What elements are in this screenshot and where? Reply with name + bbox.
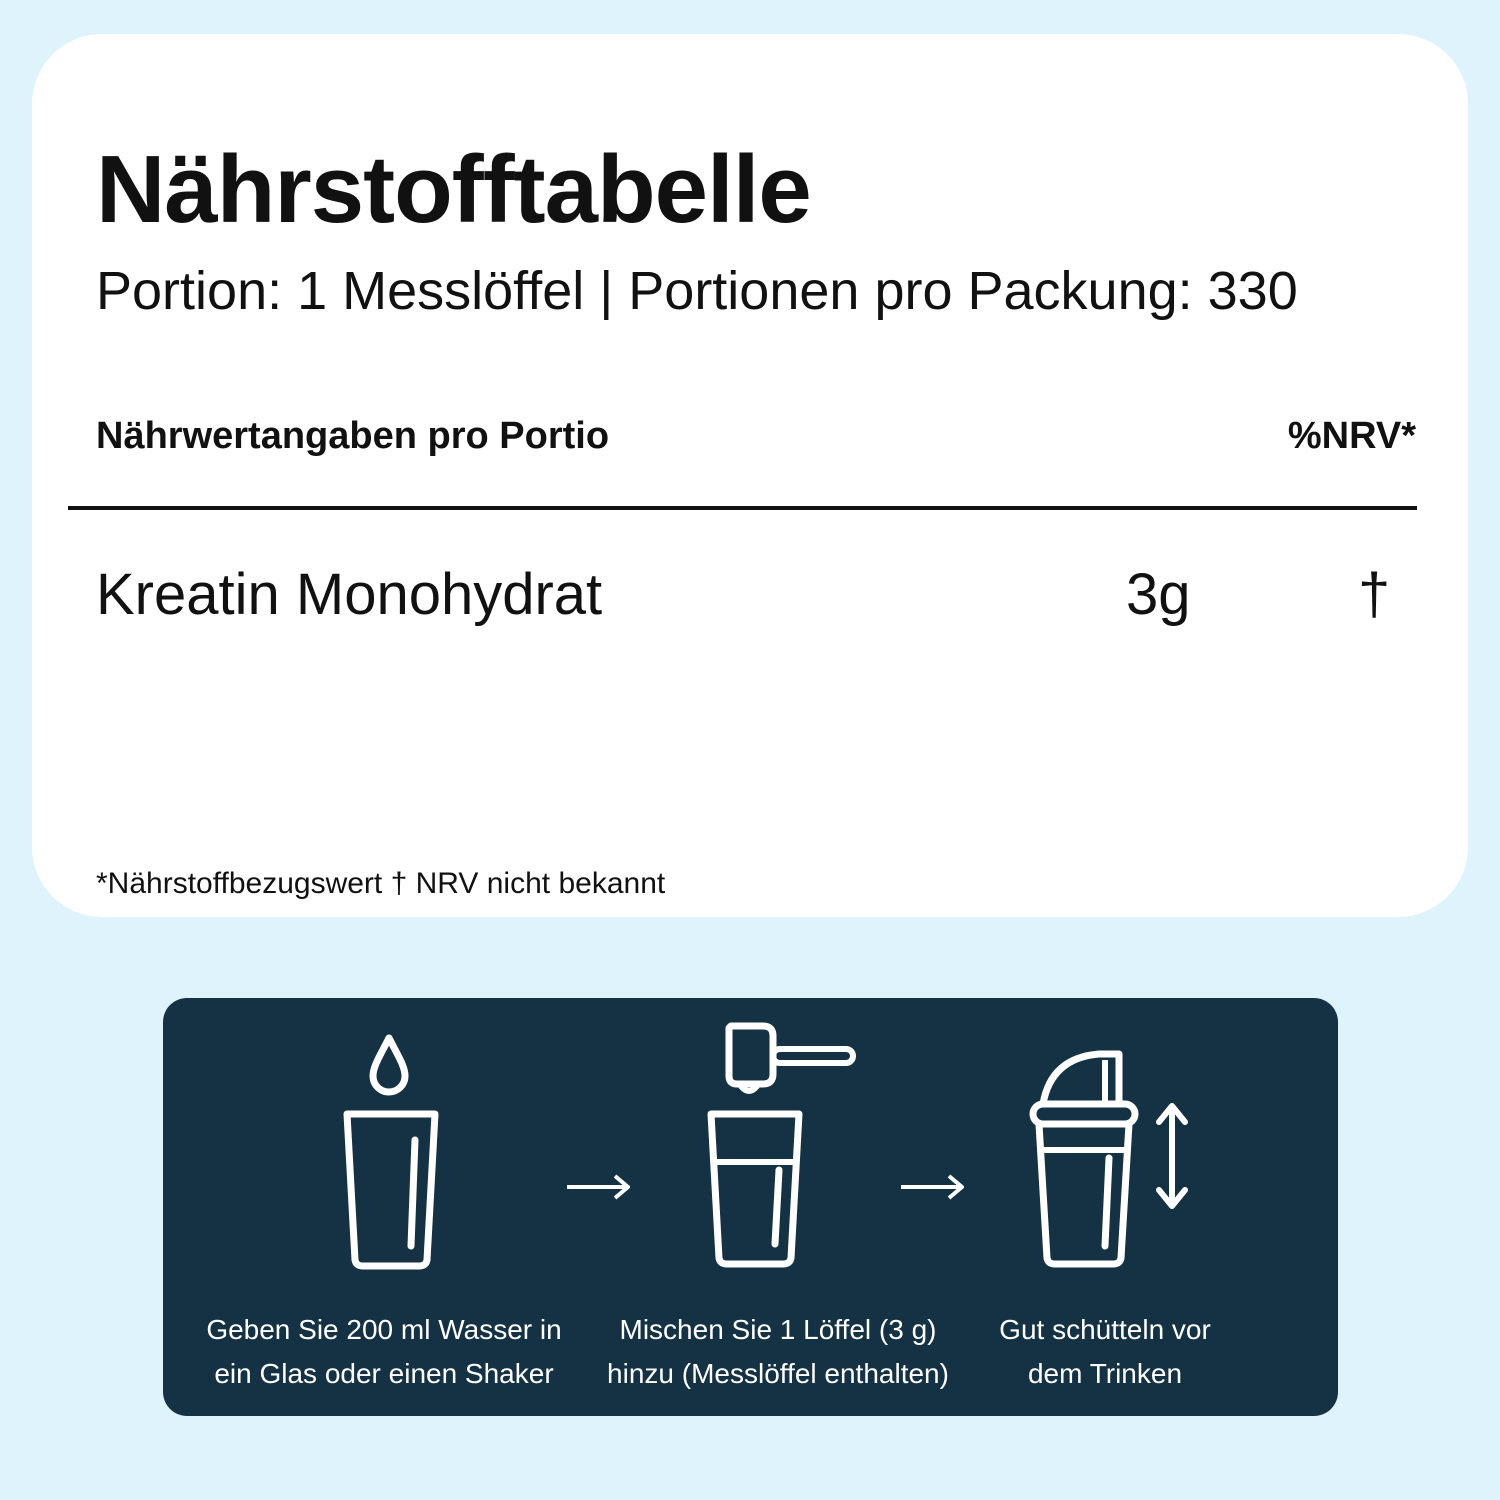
step-3-line-1: Gut schütteln vor: [999, 1314, 1211, 1345]
scoop-glass-icon: [707, 1022, 867, 1272]
arrow-right-icon: [567, 1174, 631, 1200]
arrow-right-icon: [901, 1174, 965, 1200]
step-2-line-1: Mischen Sie 1 Löffel (3 g): [619, 1314, 937, 1345]
step-1-text: [184, 1308, 584, 1396]
shaker-icon: [1029, 1050, 1209, 1270]
step-3-line-2: dem Trinken: [1027, 1358, 1183, 1389]
nutrient-name: Kreatin Monohydrat: [96, 562, 603, 627]
nutrient-amount: 3g: [1126, 562, 1191, 627]
nutrition-card: [32, 34, 1468, 917]
page-title: Nährstofftabelle: [96, 136, 811, 243]
nutrient-nrv: †: [1358, 562, 1391, 627]
step-3-text: [905, 1308, 1305, 1396]
table-header-nrv: %NRV*: [1287, 415, 1416, 457]
footnote: *Nährstoffbezugswert † NRV nicht bekannt: [96, 867, 666, 900]
step-2-line-2: hinzu (Messlöffel enthalten): [607, 1358, 949, 1389]
instructions-panel: [163, 998, 1338, 1416]
step-1-line-1: Geben Sie 200 ml Wasser in: [206, 1314, 562, 1345]
water-glass-icon: [343, 1034, 443, 1274]
table-header-nutrients: Nährwertangaben pro Portio: [96, 415, 610, 457]
step-1-line-2: ein Glas oder einen Shaker: [214, 1358, 554, 1389]
serving-info: Portion: 1 Messlöffel | Portionen pro Packung: 330: [96, 261, 1298, 321]
table-divider: [68, 506, 1417, 510]
